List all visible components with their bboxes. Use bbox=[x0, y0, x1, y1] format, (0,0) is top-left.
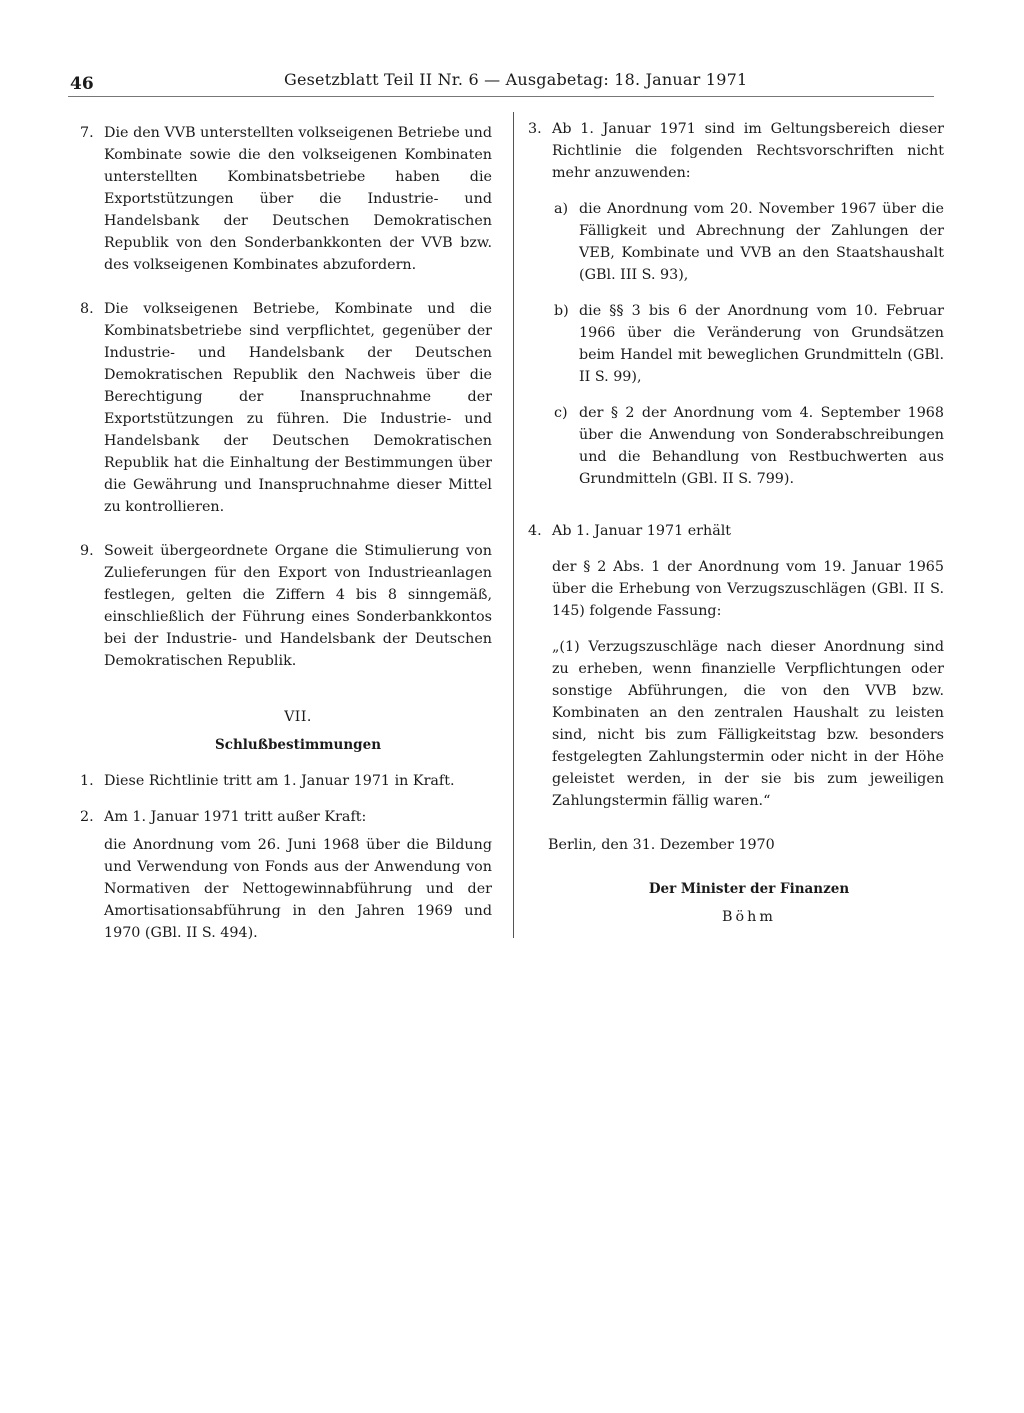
paragraph-number: 3. bbox=[528, 121, 542, 137]
column-divider bbox=[513, 112, 514, 938]
right-column bbox=[528, 118, 944, 928]
section-number: VII. bbox=[284, 709, 312, 725]
header-rule bbox=[68, 96, 934, 97]
paragraph-7 bbox=[80, 122, 492, 276]
final-provision-1 bbox=[80, 770, 492, 792]
paragraph-text: Am 1. Januar 1971 tritt außer Kraft: bbox=[104, 809, 367, 825]
paragraph-number: 9. bbox=[80, 543, 94, 559]
paragraph-number: 4. bbox=[528, 523, 542, 539]
final-provision-4 bbox=[528, 520, 944, 542]
final-provision-3 bbox=[528, 118, 944, 184]
paragraph-number: 7. bbox=[80, 125, 94, 141]
paragraph-text: Die den VVB unterstellten volkseigenen Betriebe und Kombinate sowie die den volkseigenen Kombinaten unterstellten Kombinatsbetriebe haben die Exportstützungen über die Industrie- und Handelsbank der Deutschen Demokratischen Republik von den Sonderbankkonten der VVB bzw. des volkseigenen Kombinates abzufordern. bbox=[104, 125, 492, 273]
left-column bbox=[80, 122, 492, 944]
place-date: Berlin, den 31. Dezember 1970 bbox=[548, 837, 775, 853]
signatory-title: Der Minister der Finanzen bbox=[648, 881, 850, 897]
section-title: Schlußbestimmungen bbox=[214, 737, 382, 753]
subitem-c bbox=[528, 402, 944, 490]
subitem-label: b) bbox=[554, 303, 569, 319]
paragraph-text: Diese Richtlinie tritt am 1. Januar 1971 in Kraft. bbox=[104, 773, 455, 789]
new-wording-quote: „(1) Verzugszuschläge nach dieser Anordnung sind zu erheben, wenn finanzielle Verpflichtungen oder sonstige Abführungen, die von den VVB bzw. Kombinaten an den zentralen Haushalt zu leisten sind, nicht bis zum Fälligkeitstag bzw. besonders festgelegten Zahlungstermin oder nicht in der Höhe geleistet werden, in der sie bis zum jeweiligen Zahlungstermin fällig waren.“ bbox=[552, 639, 944, 809]
subitem-text: der § 2 der Anordnung vom 4. September 1968 über die Anwendung von Sonderabschreibungen und die Behandlung von Restbuchwerten aus Grundmitteln (GBl. II S. 799). bbox=[579, 405, 944, 487]
subitem-label: c) bbox=[554, 405, 568, 421]
paragraph-number: 2. bbox=[80, 809, 94, 825]
repealed-regulation: die Anordnung vom 26. Juni 1968 über die Bildung und Verwendung von Fonds aus der Anwendung von Normativen der Nettogewinnabführung und der Amortisationsabführung in den Jahren 1969 und 1970 (GBl. II S. 494). bbox=[104, 837, 492, 941]
final-provision-2 bbox=[80, 806, 492, 828]
subitem-b bbox=[528, 300, 944, 388]
paragraph-text: Ab 1. Januar 1971 sind im Geltungsbereich dieser Richtlinie die folgenden Rechtsvorschriften nicht mehr anzuwenden: bbox=[552, 121, 944, 181]
subitem-text: die §§ 3 bis 6 der Anordnung vom 10. Februar 1966 über die Veränderung von Grundsätzen beim Handel mit beweglichen Grundmitteln (GBl. II S. 99), bbox=[579, 303, 944, 385]
paragraph-text: Ab 1. Januar 1971 erhält bbox=[552, 523, 732, 539]
paragraph-8 bbox=[80, 298, 492, 518]
paragraph-text: Die volkseigenen Betriebe, Kombinate und die Kombinatsbetriebe sind verpflichtet, gegenüber der Industrie- und Handelsbank der Deutschen Demokratischen Republik den Nachweis über die Berechtigung der Inanspruchnahme der Exportstützungen zu führen. Die Industrie- und Handelsbank der Deutschen Demokratischen Republik hat die Einhaltung der Bestimmungen über die Gewährung und Inanspruchnahme dieser Mittel zu kontrollieren. bbox=[104, 301, 492, 515]
paragraph-number: 8. bbox=[80, 301, 94, 317]
running-head: Gesetzblatt Teil II Nr. 6 — Ausgabetag: 18. Januar 1971 bbox=[284, 70, 748, 89]
subitem-text: die Anordnung vom 20. November 1967 über die Fälligkeit und Abrechnung der Zahlungen der VEB, Kombinate und VVB an den Staatshaushalt (GBl. III S. 93), bbox=[579, 201, 944, 283]
amended-regulation: der § 2 Abs. 1 der Anordnung vom 19. Januar 1965 über die Erhebung von Verzugszuschlägen (GBl. II S. 145) folgende Fassung: bbox=[552, 559, 944, 619]
subitem-label: a) bbox=[554, 201, 569, 217]
paragraph-number: 1. bbox=[80, 773, 94, 789]
signature: Böhm bbox=[722, 909, 776, 925]
page-number: 46 bbox=[70, 74, 94, 94]
paragraph-text: Soweit übergeordnete Organe die Stimulierung von Zulieferungen für den Export von Industrieanlagen festlegen, gelten die Ziffern 4 bis 8 sinngemäß, einschließlich der Führung eines Sonderbankkontos bei der Industrie- und Handelsbank der Deutschen Demokratischen Republik. bbox=[104, 543, 492, 669]
subitem-a bbox=[528, 198, 944, 286]
paragraph-9 bbox=[80, 540, 492, 672]
